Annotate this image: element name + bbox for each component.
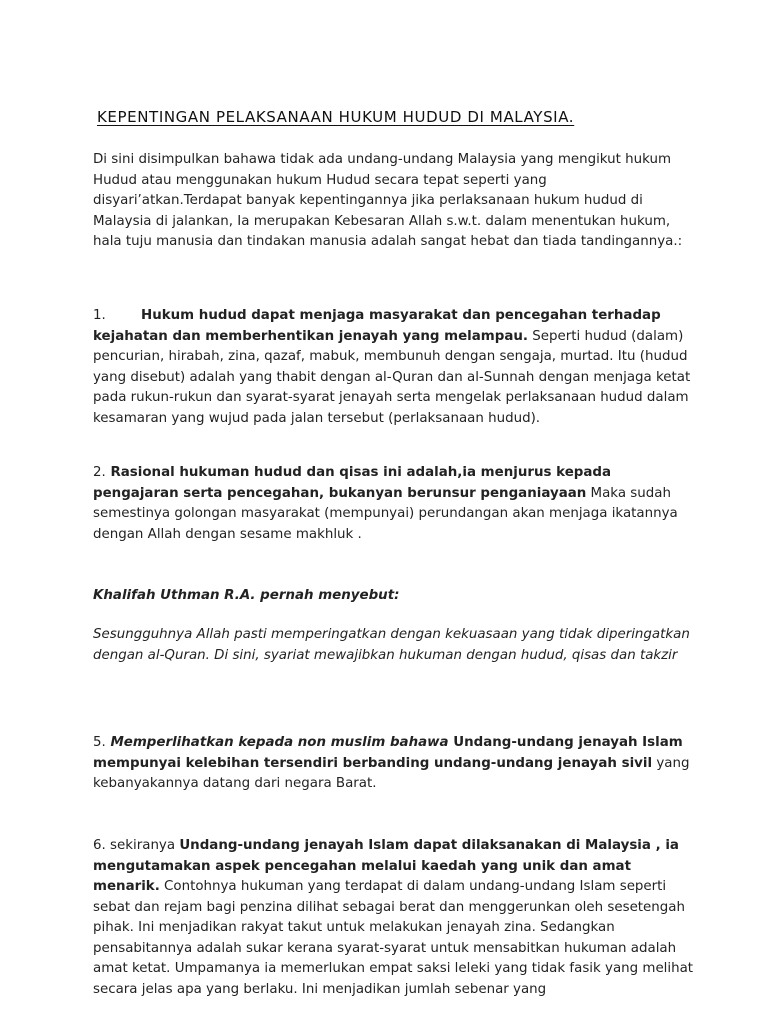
point-5-text: yang kebanyakannya datang dari negara Barat. <box>93 755 690 791</box>
point-2-number: 2. <box>93 465 106 480</box>
point-2-bold-text: Rasional hukuman hudud dan qisas ini adalah,ia menjurus kepada pengajaran serta pencegahan <box>93 465 612 501</box>
point-5-bold-text: Undang-undang jenayah Islam mempunyai kelebihan tersendiri berbanding undang-undang jenayah sivil <box>93 735 683 771</box>
point-1-paragraph <box>93 306 699 429</box>
point-2-text: Maka sudah semestinya golongan masyarakat (mempunyai) perundangan akan menjaga ikatannya dengan Allah dengan sesame makhluk . <box>93 485 678 542</box>
point-1-number: 1. <box>93 308 106 323</box>
point-1-bold-text: Hukum hudud dapat menjaga masyarakat dan pencegahan terhadap kejahatan dan memberhentikan jenayah yang melampau <box>93 308 661 344</box>
intro-paragraph: Di sini disimpulkan bahawa tidak ada undang-undang Malaysia yang mengikut hukum Hudud atau menggunakan hukum Hudud secara tepat seperti yang disyari’atkan.Terdapat banyak kepentingannya jika perlaksanaan hukum hudud di Malaysia di jalankan, Ia merupakan Kebesaran Allah s.w.t. dalam menentukan hukum, hala tuju manusia dan tindakan manusia adalah sangat hebat dan tiada tandingannya.: <box>93 152 683 249</box>
point-5-bold-italic-text: Memperlihatkan kepada non muslim bahawa <box>105 735 449 750</box>
point-6-bold-text: Undang-undang jenayah Islam dapat dilaksanakan di Malaysia , ia mengutamakan aspek pencegahan melalui kaedah yang unik dan amat menarik. <box>93 838 679 894</box>
point-5-number: 5. <box>93 735 106 750</box>
quote-text: Sesungguhnya Allah pasti memperingatkan dengan kekuasaan yang tidak diperingatkan dengan al-Quran. Di sini, syariat mewajibkan hukuman dengan hudud, qisas dan takzir <box>93 627 690 663</box>
point-2-paragraph <box>93 463 699 545</box>
point-2-bold-text-2: bukanyan berunsur penganiayaan <box>328 485 587 501</box>
point-1-text: Seperti hudud (dalam) pencurian, hirabah, zina, qazaf, mabuk, membunuh dengan sengaja, murtad. Itu (hudud yang disebut) adalah yang thabit dengan al-Quran dan al-Sunnah dengan menjaga ketat pada rukun-rukun dan syarat-syarat jenayah serta mengelak perlaksanaan hudud dalam kesamaran yang wujud pada jalan tersebut (perlaksanaan hudud). <box>93 328 691 426</box>
point-6-lead: sekiranya <box>105 838 180 853</box>
quote-heading: Khalifah Uthman R.A. pernah menyebut: <box>93 588 400 603</box>
point-5-paragraph <box>93 733 699 795</box>
point-1-bold-end: . <box>522 328 528 344</box>
point-6-number: 6. <box>93 838 106 853</box>
point-2-bold-comma: , <box>318 485 329 501</box>
point-6-text: Contohnya hukuman yang terdapat di dalam undang-undang Islam seperti sebat dan rejam bagi penzina dilihat sebagai berat dan menggerunkan oleh sesetengah pihak. Ini menjadikan rakyat takut untuk melakukan jenayah zina. Sedangkan pensabitannya adalah sukar kerana syarat-syarat untuk mensabitkan hukuman adalah amat ketat. Umpamanya ia memerlukan empat saksi leleki yang tidak fasik yang melihat secara jelas apa yang berlaku. Ini menjadikan jumlah sebenar yang <box>93 879 694 997</box>
point-6-paragraph <box>93 836 699 1000</box>
document-title: KEPENTINGAN PELAKSANAAN HUKUM HUDUD DI MALAYSIA. <box>97 108 575 126</box>
